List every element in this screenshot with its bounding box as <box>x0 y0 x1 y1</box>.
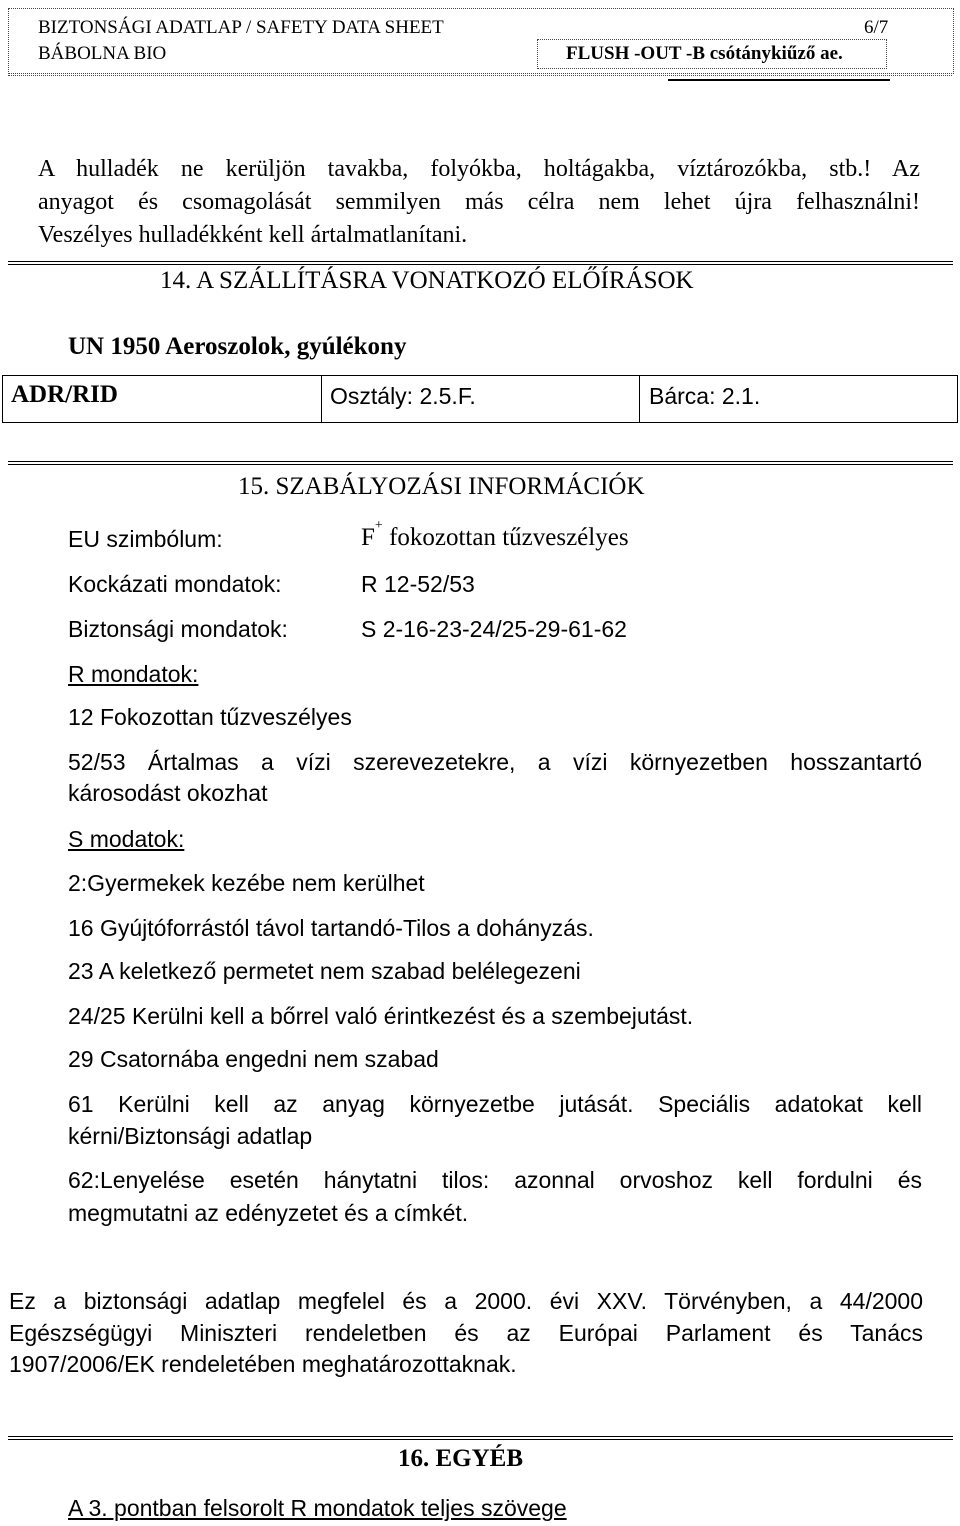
r-phrases-heading: R mondatok: <box>68 661 199 687</box>
s-phrase-item: 16 Gyújtóforrástól távol tartandó-Tilos a dohányzás. <box>68 915 594 941</box>
eu-symbol-value <box>361 518 629 552</box>
risk-phrases-label: Kockázati mondatok: <box>68 571 282 597</box>
safety-phrases-value: S 2-16-23-24/25-29-61-62 <box>361 616 627 642</box>
un-number-line: UN 1950 Aeroszolok, gyúlékony <box>68 333 407 360</box>
compliance-line-1: Ez a biztonsági adatlap megfelel és a 2000. évi XXV. Törvényben, a 44/2000 <box>9 1288 923 1314</box>
disposal-line-1: A hulladék ne kerüljön tavakba, folyókba, holtágakba, víztározókba, stb.! Az <box>38 156 920 182</box>
s-phrase-item: 23 A keletkező permetet nem szabad belélegezeni <box>68 958 581 984</box>
disposal-line-2: anyagot és csomagolását semmilyen más célra nem lehet újra felhasználni! <box>38 189 920 215</box>
section-14-divider <box>8 261 953 265</box>
r-phrase-item-cont: károsodást okozhat <box>68 780 268 806</box>
eu-symbol-letter: F <box>361 524 375 551</box>
header-divider <box>8 75 952 76</box>
adr-rid-label: ADR/RID <box>11 381 118 408</box>
s-phrase-item: 61 Kerülni kell az anyag környezetbe jutását. Speciális adatokat kell <box>68 1091 922 1117</box>
section-16-subtitle: A 3. pontban felsorolt R mondatok teljes szövege <box>68 1495 567 1521</box>
compliance-line-3: 1907/2006/EK rendeletében meghatározottaknak. <box>9 1351 517 1377</box>
safety-phrases-label: Biztonsági mondatok: <box>68 616 288 642</box>
eu-symbol-label: EU szimbólum: <box>68 526 223 552</box>
eu-symbol-text: fokozottan tűzveszélyes <box>389 524 629 551</box>
product-name: FLUSH -OUT -B csótánykiűző ae. <box>566 43 843 64</box>
transport-label-number: Bárca: 2.1. <box>649 383 761 409</box>
page-number: 6/7 <box>864 17 889 38</box>
section-16-title: 16. EGYÉB <box>398 1445 524 1472</box>
compliance-line-2: Egészségügyi Miniszteri rendeletben és az Európai Parlament és Tanács <box>9 1320 923 1346</box>
sds-title: BIZTONSÁGI ADATLAP / SAFETY DATA SHEET <box>38 17 444 38</box>
section-15-title: 15. SZABÁLYOZÁSI INFORMÁCIÓK <box>238 473 645 500</box>
s-phrase-item-cont: kérni/Biztonsági adatlap <box>68 1123 313 1149</box>
eu-symbol-plus: + <box>374 518 383 533</box>
risk-phrases-value: R 12-52/53 <box>361 571 475 597</box>
transport-cell-class <box>321 376 640 422</box>
section-15-divider <box>8 461 953 465</box>
transport-cell-label <box>639 376 958 422</box>
s-phrase-item: 29 Csatornába engedni nem szabad <box>68 1046 439 1072</box>
company-name: BÁBOLNA BIO <box>38 43 167 64</box>
transport-cell-mode <box>3 376 321 422</box>
r-phrase-item: 12 Fokozottan tűzveszélyes <box>68 704 352 730</box>
transport-table <box>2 375 958 423</box>
s-phrase-item-cont: megmutatni az edényzetet és a címkét. <box>68 1200 469 1226</box>
section-16-divider <box>8 1436 953 1440</box>
s-phrases-heading: S modatok: <box>68 826 185 852</box>
s-phrase-item: 24/25 Kerülni kell a bőrrel való érintkezést és a szembejutást. <box>68 1003 694 1029</box>
transport-class: Osztály: 2.5.F. <box>330 383 476 409</box>
disposal-line-3: Veszélyes hulladékként kell ártalmatlanítani. <box>38 222 468 248</box>
r-phrase-item: 52/53 Ártalmas a vízi szerevezetekre, a vízi környezetben hosszantartó <box>68 749 922 775</box>
product-underline <box>668 79 890 81</box>
s-phrase-item: 62:Lenyelése esetén hánytatni tilos: azonnal orvoshoz kell fordulni és <box>68 1167 922 1193</box>
section-14-title: 14. A SZÁLLÍTÁSRA VONATKOZÓ ELŐÍRÁSOK <box>160 267 694 294</box>
s-phrase-item: 2:Gyermekek kezébe nem kerülhet <box>68 870 425 896</box>
